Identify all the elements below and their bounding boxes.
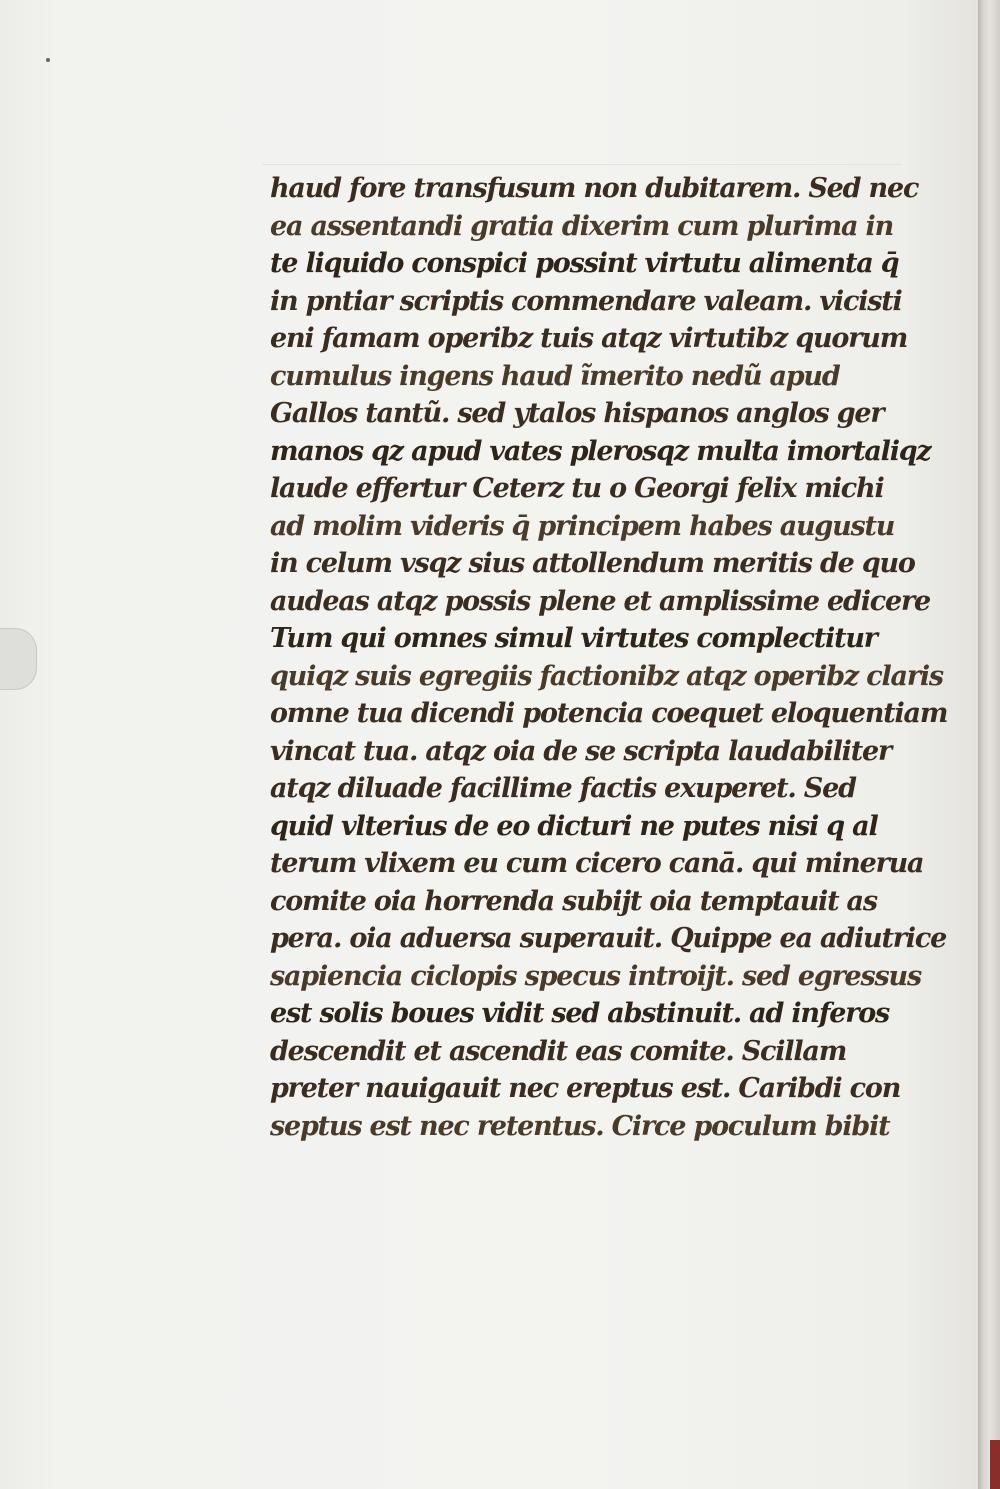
manuscript-line: descendit et ascendit eas comite. Scillam <box>270 1035 847 1067</box>
manuscript-line: laude effertur Ceterz tu o Georgi felix michi <box>270 473 884 504</box>
manuscript-line: ad molim videris q̄ principem habes augustu <box>270 510 895 542</box>
manuscript-line: pera. oia aduersa superauit. Quippe ea adiutrice <box>270 923 947 954</box>
page-edge <box>978 0 1000 1489</box>
manuscript-line: Gallos tantũ. sed ytalos hispanos anglos ger <box>270 398 884 429</box>
manuscript-line: septus est nec retentus. Circe poculum bibit <box>270 1110 890 1142</box>
binding-tab <box>0 628 37 690</box>
manuscript-line: quiqz suis egregiis factionibz atqz operibz claris <box>270 660 943 692</box>
manuscript-line: te liquido conspici possint virtutu alimenta q̄ <box>270 248 899 279</box>
manuscript-line: Tum qui omnes simul virtutes complectitur <box>270 623 877 654</box>
manuscript-line: terum vlixem eu cum cicero canā. qui minerua <box>270 848 924 879</box>
manuscript-line: sapiencia ciclopis specus introijt. sed egressus <box>270 960 921 992</box>
manuscript-line: audeas atqz possis plene et amplissime edicere <box>270 585 930 617</box>
manuscript-text-block <box>270 170 948 1145</box>
binding-edge-red <box>990 1440 1000 1489</box>
manuscript-line: omne tua dicendi potencia coequet eloquentiam <box>270 698 948 729</box>
manuscript-line: quid vlterius de eo dicturi ne putes nisi q al <box>270 810 878 842</box>
manuscript-line: manos qz apud vates plerosqz multa imortaliqz <box>270 435 931 467</box>
manuscript-line: preter nauigauit nec ereptus est. Caribdi con <box>270 1073 901 1104</box>
margin-ink-dot <box>46 58 50 62</box>
manuscript-line: cumulus ingens haud ĩmerito nedũ apud <box>270 360 840 392</box>
manuscript-line: comite oia horrenda subijt oia temptauit as <box>270 885 877 917</box>
manuscript-line: in celum vsqz sius attollendum meritis de quo <box>270 548 915 579</box>
manuscript-line: in pntiar scriptis commendare valeam. vicisti <box>270 285 902 317</box>
manuscript-line: eni famam operibz tuis atqz virtutibz quorum <box>270 323 908 354</box>
manuscript-line: est solis boues vidit sed abstinuit. ad inferos <box>270 998 890 1029</box>
manuscript-line: haud fore transfusum non dubitarem. Sed nec <box>270 173 919 204</box>
manuscript-line: ea assentandi gratia dixerim cum plurima in <box>270 210 894 242</box>
manuscript-line: atqz diluade facillime factis exuperet. Sed <box>270 773 856 804</box>
manuscript-line: vincat tua. atqz oia de se scripta laudabiliter <box>270 735 891 767</box>
